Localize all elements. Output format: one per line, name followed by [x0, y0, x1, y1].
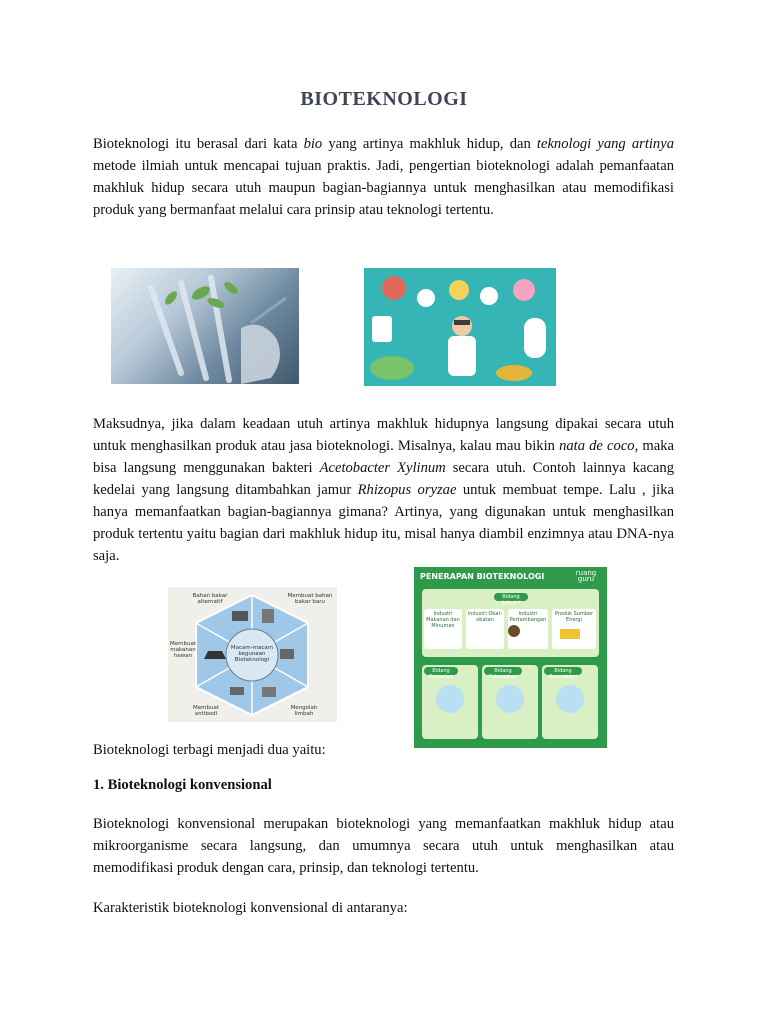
diagram-label-2: Membuat makanan hewan	[170, 641, 196, 659]
diagram-center-label: Macam-macam kegunaan Bioteknologi	[230, 645, 274, 663]
biotech-uses-diagram	[168, 587, 337, 722]
diagram-label-0: Bahan bakar alternatif	[192, 593, 228, 605]
term-rhizopus: Rhizopus oryzae	[357, 482, 457, 498]
document-title: BIOTEKNOLOGI	[300, 88, 468, 110]
karakteristik-text: Karakteristik bioteknologi konvensional di antaranya:	[93, 900, 408, 916]
maksud-text-1: Maksudnya, jika dalam keadaan utuh artinya makhluk hidupnya langsung dipakai secara utuh untuk menghasilkan produk atau jasa bioteknologi. Misalnya, kalau mau bikin	[93, 416, 674, 454]
terbagi-text: Bioteknologi terbagi menjadi dua yaitu:	[93, 742, 326, 758]
infographic-industri-0: Industri Makanan dan Minuman	[426, 611, 460, 629]
intro-text-1: Bioteknologi itu berasal dari kata	[93, 136, 304, 152]
maksud-text-2: , maka bisa langsung menggunakan bakteri	[93, 438, 674, 476]
penerapan-bioteknologi-infographic	[414, 567, 607, 748]
heading-konvensional: 1. Bioteknologi konvensional	[93, 777, 272, 793]
infographic-industri-1: Industri Obat-obatan	[467, 611, 503, 623]
lab-test-tubes-image	[111, 268, 299, 384]
infographic-section-industri: Bidang Industri	[501, 594, 521, 606]
term-teknologi: teknologi yang artinya	[536, 136, 675, 152]
infographic-bottom-0: Bidang Pertanian	[429, 668, 453, 680]
maksud-text-3: secara utuh. Contoh lainnya kacang kedelai yang langsung ditambahkan jamur	[93, 460, 674, 498]
term-acetobacter: Acetobacter Xylinum	[319, 460, 446, 476]
intro-text-3: metode ilmiah untuk mencapai tujuan praktis. Jadi, pengertian bioteknologi adalah pemanfaatan makhluk hidup secara utuh maupun bagian-bagiannya untuk menghasilkan atau memodifikasi produk yang bermanfaat melalui cara prinsip atau teknologi tertentu.	[93, 158, 674, 218]
infographic-industri-3: Produk Sumber Energi	[554, 611, 594, 623]
maksud-text-4: untuk membuat tempe. Lalu , jika hanya memanfaatkan bagian-bagiannya gimana? Artinya, yang digunakan untuk menghasilkan produk tertentu yaitu bagian dari makhluk hidup itu, misal hanya diambil enzimnya atau DNA-nya saja.	[93, 482, 674, 564]
intro-text-2: yang artinya makhluk hidup, dan	[322, 136, 537, 152]
infographic-brand: ruang guru	[575, 569, 597, 583]
konvensional-paragraph: Bioteknologi konvensional merupakan bioteknologi yang memanfaatkan makhluk hidup atau mikroorganisme secara langsung, dan umumnya secara utuh untuk menghasilkan atau memodifikasi produk dengan cara, prinsip, dan teknologi tertentu.	[93, 816, 674, 876]
scientist-illustration-image	[364, 268, 556, 386]
diagram-label-3: Membuat antibodi	[193, 705, 219, 717]
term-bio: bio	[303, 136, 323, 152]
diagram-label-4: Mengolah limbah	[290, 705, 318, 717]
infographic-bottom-1: Bidang Peternakan	[488, 668, 518, 680]
term-nata-de-coco: nata de coco	[559, 438, 635, 454]
intro-paragraph	[93, 133, 674, 221]
infographic-industri-2: Industri Pertambangan	[509, 611, 547, 623]
maksud-paragraph	[93, 413, 674, 567]
diagram-label-1: Membuat bahan bakar baru	[287, 593, 333, 605]
infographic-title: PENERAPAN BIOTEKNOLOGI	[420, 572, 545, 581]
infographic-bottom-2: Bidang Reproduksi	[549, 668, 577, 680]
